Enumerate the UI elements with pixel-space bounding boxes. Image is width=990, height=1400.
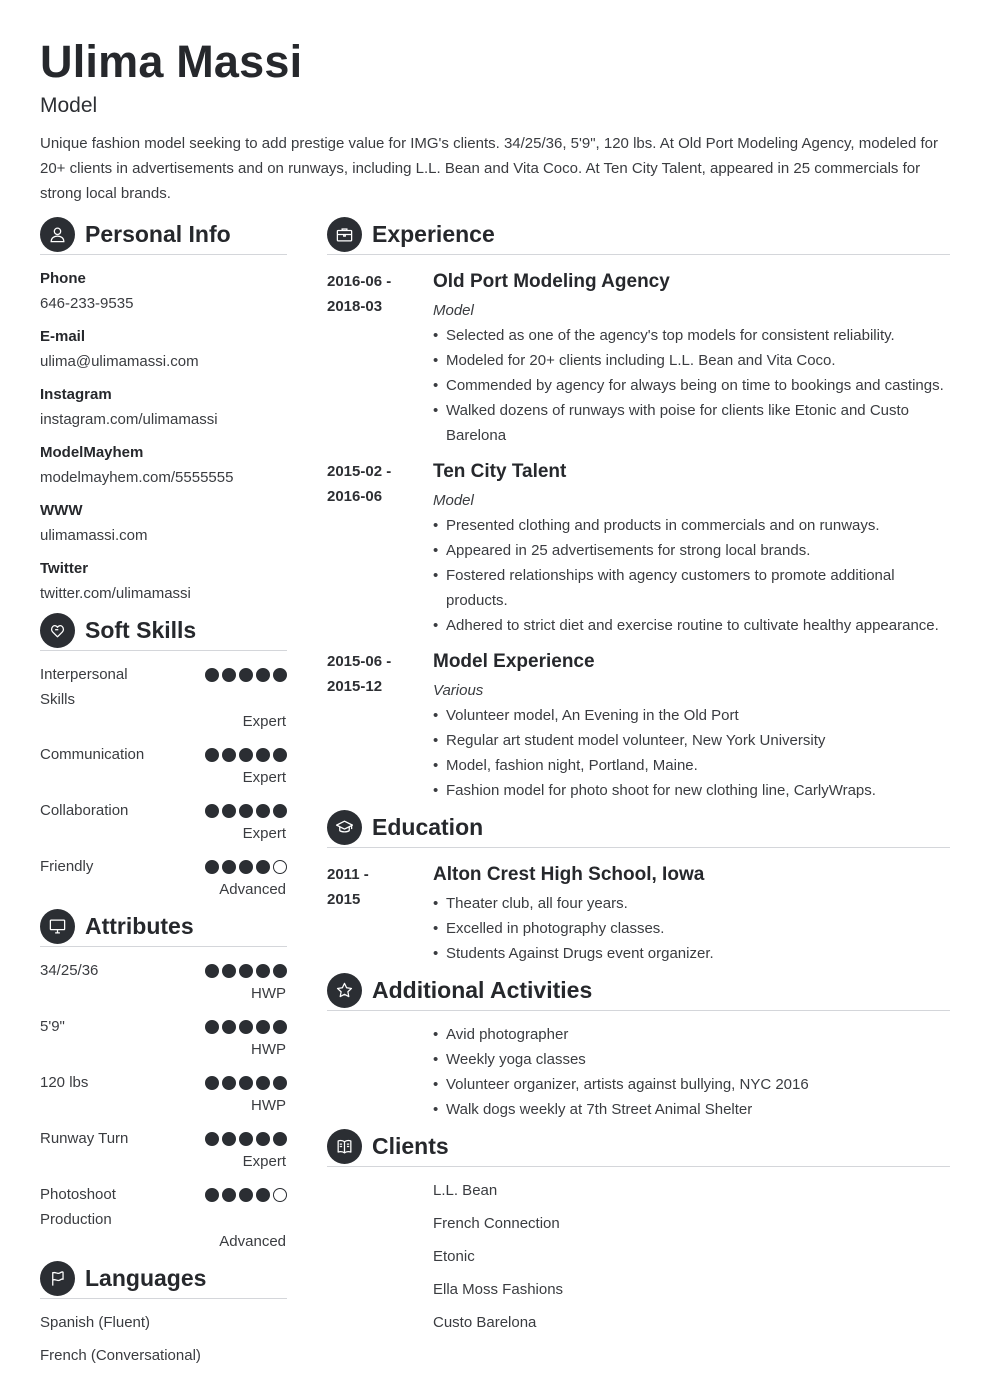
section-education [327, 808, 950, 848]
section-title: Soft Skills [85, 617, 197, 643]
rating-dot-filled [239, 964, 253, 978]
rating-dot-filled [222, 1188, 236, 1202]
bullet-item: • Volunteer model, An Evening in the Old Port [433, 703, 953, 728]
flag-icon [40, 1261, 75, 1296]
entry-date [327, 459, 417, 509]
client-item: L.L. Bean [433, 1182, 498, 1199]
bullet-item: • Modeled for 20+ clients including L.L. Bean and Vita Coco. [433, 348, 953, 373]
section-title: Education [372, 814, 484, 840]
bullet-item: • Weekly yoga classes [433, 1047, 953, 1072]
bullet-item: • Avid photographer [433, 1022, 953, 1047]
bullet-item: • Presented clothing and products in commercials and on runways. [433, 513, 953, 538]
bullet-item: • Walked dozens of runways with poise for clients like Etonic and Custo Barelona [433, 398, 913, 448]
client-item: Custo Barelona [433, 1314, 537, 1331]
job-title: Model [40, 94, 98, 117]
bullet-item: • Fashion model for photo shoot for new clothing line, CarlyWraps. [433, 778, 953, 803]
rating-dot-filled [256, 1076, 270, 1090]
bullet-item: • Adhered to strict diet and exercise routine to cultivate healthy appearance. [433, 613, 953, 638]
rating-dot-filled [273, 668, 287, 682]
rating-dot-filled [205, 860, 219, 874]
rating-dot-filled [273, 1076, 287, 1090]
rating-dot-filled [205, 964, 219, 978]
rating-dot-empty [273, 860, 287, 874]
rating-dot-filled [273, 748, 287, 762]
skill-name: Friendly [40, 858, 94, 875]
rating-dot-filled [273, 1132, 287, 1146]
entry-role: Model [433, 302, 474, 319]
client-item: French Connection [433, 1215, 560, 1232]
bullet-item: • Selected as one of the agency's top models for consistent reliability. [433, 323, 953, 348]
attribute-level: HWP [251, 1041, 286, 1058]
rating-dot-filled [256, 964, 270, 978]
bullet-item: • Volunteer organizer, artists against bullying, NYC 2016 [433, 1072, 953, 1097]
skill-rating [205, 860, 287, 874]
language-item: French (Conversational) [40, 1347, 201, 1364]
section-title: Experience [372, 221, 495, 247]
skill-level: Expert [242, 825, 286, 842]
entry-date [327, 862, 417, 912]
attribute-name: 5'9" [40, 1018, 65, 1035]
rating-dot-filled [222, 1020, 236, 1034]
date-end: 2015 [327, 891, 361, 908]
rating-dot-filled [222, 1132, 236, 1146]
book-icon [327, 1129, 362, 1164]
client-item: Ella Moss Fashions [433, 1281, 564, 1298]
attribute-name: 120 lbs [40, 1074, 89, 1091]
skill-name: Collaboration [40, 802, 129, 819]
skill-level: Expert [242, 713, 286, 730]
twitter-value[interactable]: twitter.com/ulimamassi [40, 585, 191, 602]
rating-dot-filled [222, 748, 236, 762]
entry-org: Alton Crest High School, Iowa [433, 864, 705, 885]
rating-dot-filled [256, 1132, 270, 1146]
rating-dot-filled [222, 860, 236, 874]
skill-rating [205, 668, 287, 682]
bullet-item: • Regular art student model volunteer, New York University [433, 728, 953, 753]
attribute-level: Advanced [219, 1233, 286, 1250]
twitter-label: Twitter [40, 560, 89, 577]
rating-dot-filled [273, 964, 287, 978]
rating-dot-filled [273, 804, 287, 818]
activities-bullets [433, 1022, 953, 1122]
rating-dot-filled [239, 748, 253, 762]
rating-dot-filled [256, 860, 270, 874]
date-end: 2015-12 [327, 678, 383, 695]
section-soft-skills [40, 611, 287, 651]
attribute-level: HWP [251, 985, 286, 1002]
entry-bullets [433, 703, 953, 803]
entry-org: Ten City Talent [433, 461, 567, 482]
bullet-item: • Appeared in 25 advertisements for strong local brands. [433, 538, 953, 563]
www-value[interactable]: ulimamassi.com [40, 527, 148, 544]
entry-role: Various [433, 682, 484, 699]
rating-dot-filled [205, 1132, 219, 1146]
bullet-item: • Walk dogs weekly at 7th Street Animal Shelter [433, 1097, 953, 1122]
skill-name: Communication [40, 746, 145, 763]
modelmayhem-value[interactable]: modelmayhem.com/5555555 [40, 469, 234, 486]
email-value[interactable]: ulima@ulimamassi.com [40, 353, 199, 370]
bullet-item: • Model, fashion night, Portland, Maine. [433, 753, 953, 778]
rating-dot-filled [205, 1020, 219, 1034]
instagram-value[interactable]: instagram.com/ulimamassi [40, 411, 218, 428]
skill-rating [205, 804, 287, 818]
date-start: 2015-06 - [327, 653, 392, 670]
section-title: Languages [85, 1265, 207, 1291]
rating-dot-filled [205, 748, 219, 762]
rating-dot-filled [222, 1076, 236, 1090]
rating-dot-filled [239, 860, 253, 874]
candidate-name: Ulima Massi [40, 36, 303, 87]
email-label: E-mail [40, 328, 86, 345]
attribute-rating [205, 964, 287, 978]
rating-dot-filled [256, 748, 270, 762]
hand-heart-icon [40, 613, 75, 648]
entry-bullets [433, 891, 953, 966]
section-clients [327, 1127, 950, 1167]
rating-dot-empty [273, 1188, 287, 1202]
skill-level: Expert [242, 769, 286, 786]
www-label: WWW [40, 502, 83, 519]
section-experience [327, 215, 950, 255]
rating-dot-filled [256, 1020, 270, 1034]
skill-name: Interpersonal Skills [40, 666, 128, 708]
rating-dot-filled [205, 1188, 219, 1202]
bullet-item: • Commended by agency for always being on time to bookings and castings. [433, 373, 953, 398]
date-start: 2016-06 - [327, 273, 392, 290]
entry-date [327, 649, 417, 699]
phone-value[interactable]: 646-233-9535 [40, 295, 134, 312]
skill-level: Advanced [219, 881, 286, 898]
section-title: Attributes [85, 913, 194, 939]
attribute-rating [205, 1132, 287, 1146]
entry-org: Old Port Modeling Agency [433, 271, 670, 292]
rating-dot-filled [239, 668, 253, 682]
rating-dot-filled [205, 668, 219, 682]
rating-dot-filled [256, 668, 270, 682]
entry-role: Model [433, 492, 474, 509]
person-icon [40, 217, 75, 252]
graduation-cap-icon [327, 810, 362, 845]
attribute-rating [205, 1076, 287, 1090]
modelmayhem-label: ModelMayhem [40, 444, 144, 461]
section-additional-activities [327, 971, 950, 1011]
section-title: Personal Info [85, 221, 231, 247]
bullet-item: • Theater club, all four years. [433, 891, 953, 916]
bullet-item: • Excelled in photography classes. [433, 916, 953, 941]
rating-dot-filled [239, 1020, 253, 1034]
client-item: Etonic [433, 1248, 475, 1265]
entry-bullets [433, 323, 953, 448]
monitor-icon [40, 909, 75, 944]
rating-dot-filled [205, 804, 219, 818]
star-icon [327, 973, 362, 1008]
section-title: Additional Activities [372, 977, 593, 1003]
bullet-item: • Students Against Drugs event organizer. [433, 941, 953, 966]
phone-label: Phone [40, 270, 86, 287]
rating-dot-filled [222, 668, 236, 682]
bullet-item: • Fostered relationships with agency customers to promote additional products. [433, 563, 903, 613]
section-languages [40, 1259, 287, 1299]
entry-date [327, 269, 417, 319]
rating-dot-filled [239, 1076, 253, 1090]
rating-dot-filled [222, 964, 236, 978]
rating-dot-filled [273, 1020, 287, 1034]
rating-dot-filled [256, 1188, 270, 1202]
entry-bullets [433, 513, 953, 638]
summary: Unique fashion model seeking to add prestige value for IMG's clients. 34/25/36, 5'9", 120 lbs. At Old Port Modeling Agency, modeled for 20+ clients in advertisements and on runways, including L.L. Bean and Vita Coco. At Ten City Talent, appeared in 25 commercials for strong local brands. [40, 135, 938, 202]
section-attributes [40, 907, 287, 947]
attribute-name: 34/25/36 [40, 962, 99, 979]
attribute-level: HWP [251, 1097, 286, 1114]
section-personal-info [40, 215, 287, 255]
attribute-rating [205, 1020, 287, 1034]
attribute-level: Expert [242, 1153, 286, 1170]
attribute-rating [205, 1188, 287, 1202]
rating-dot-filled [205, 1076, 219, 1090]
date-end: 2016-06 [327, 488, 383, 505]
rating-dot-filled [239, 1132, 253, 1146]
date-start: 2011 - [327, 866, 369, 883]
rating-dot-filled [222, 804, 236, 818]
skill-rating [205, 748, 287, 762]
rating-dot-filled [256, 804, 270, 818]
attribute-name: Photoshoot Production [40, 1186, 116, 1228]
date-end: 2018-03 [327, 298, 383, 315]
instagram-label: Instagram [40, 386, 112, 403]
rating-dot-filled [239, 1188, 253, 1202]
section-title: Clients [372, 1133, 449, 1159]
rating-dot-filled [239, 804, 253, 818]
briefcase-icon [327, 217, 362, 252]
language-item: Spanish (Fluent) [40, 1314, 151, 1331]
date-start: 2015-02 - [327, 463, 392, 480]
entry-org: Model Experience [433, 651, 595, 672]
attribute-name: Runway Turn [40, 1130, 129, 1147]
